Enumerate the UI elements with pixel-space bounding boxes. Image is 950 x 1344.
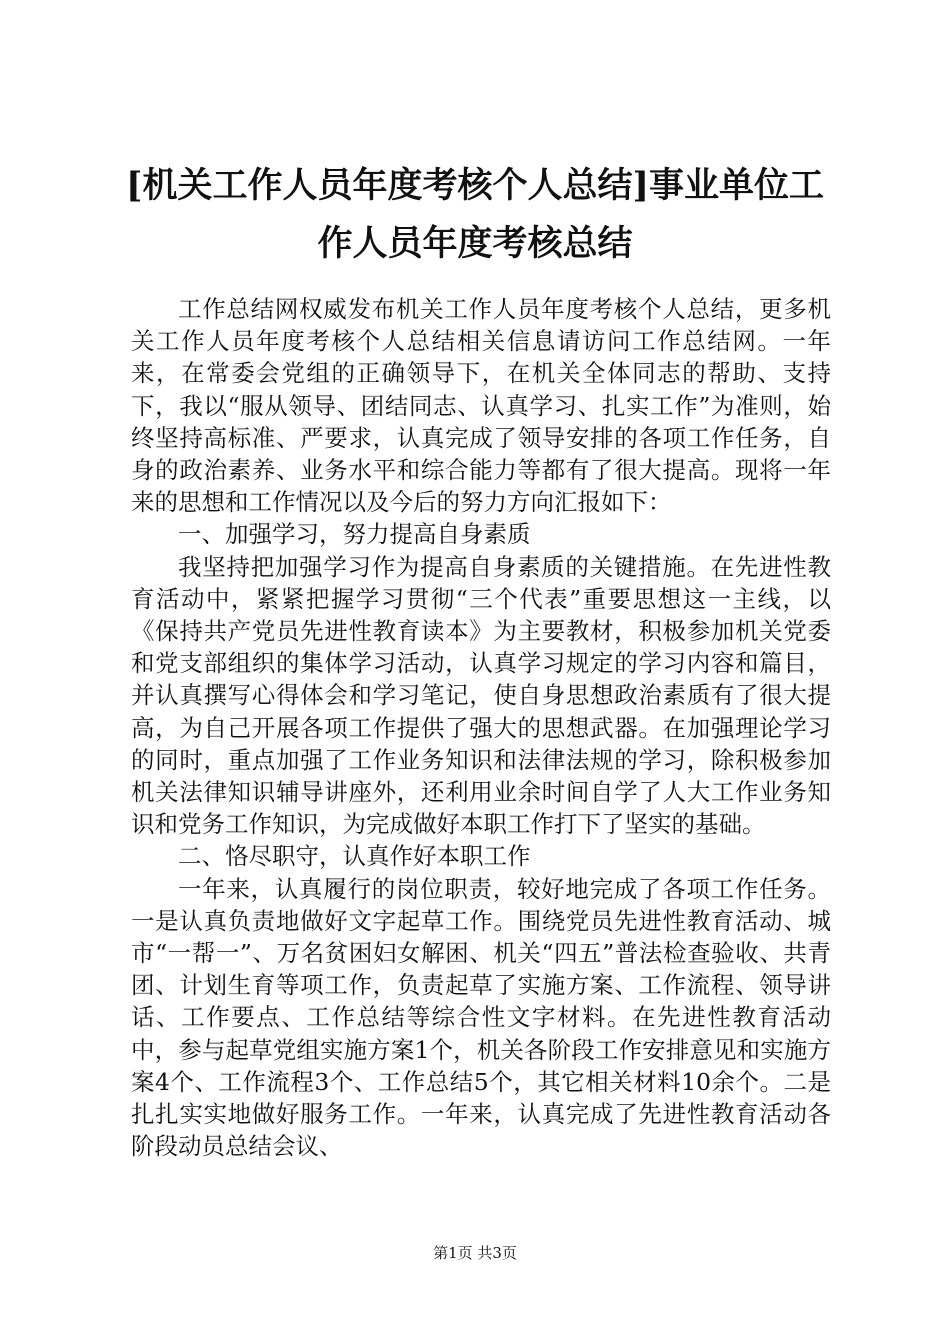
paragraph-intro: 工作总结网权威发布机关工作人员年度考核个人总结，更多机关工作人员年度考核个人总结相关信息请访问工作总结网。一年来，在常委会党组的正确领导下，在机关全体同志的帮助、支持下，我以“服从领导、团结同志、认真学习、扎实工作”为准则，始终坚持高标准、严要求，认真完成了领导安排的各项工作任务，自身的政治素养、业务水平和综合能力等都有了很大提高。现将一年来的思想和工作情况以及今后的努力方向汇报如下： bbox=[131, 295, 831, 517]
paragraph-duties: 一年来，认真履行的岗位职责，较好地完成了各项工作任务。一是认真负责地做好文字起草工作。围绕党员先进性教育活动、城市“一帮一”、万名贫困妇女解困、机关“四五”普法检查验收、共青团、计划生育等项工作，负责起草了实施方案、工作流程、领导讲话、工作要点、工作总结等综合性文字材料。在先进性教育活动中，参与起草党组实施方案1个，机关各阶段工作安排意见和实施方案4个、工作流程3个、工作总结5个，其它相关材料10余个。二是扎扎实实地做好服务工作。一年来，认真完成了先进性教育活动各阶段动员总结会议、 bbox=[131, 874, 831, 1161]
page-number-footer: 第1页 共3页 bbox=[433, 1244, 517, 1262]
section-heading-1: 一、加强学习，努力提高自身素质 bbox=[178, 520, 531, 549]
document-title-line-2: 作人员年度考核总结 bbox=[317, 223, 633, 264]
paragraph-study: 我坚持把加强学习作为提高自身素质的关键措施。在先进性教育活动中，紧紧把握学习贯彻“三个代表”重要思想这一主线，以《保持共产党员先进性教育读本》为主要教材，积极参加机关党委和党支部组织的集体学习活动，认真学习规定的学习内容和篇目，并认真撰写心得体会和学习笔记，使自身思想政治素质有了很大提高，为自己开展各项工作提供了强大的思想武器。在加强理论学习的同时，重点加强了工作业务知识和法律法规的学习，除积极参加机关法律知识辅导讲座外，还利用业余时间自学了人大工作业务知识和党务工作知识，为完成做好本职工作打下了坚实的基础。 bbox=[131, 552, 831, 839]
document-body bbox=[131, 293, 831, 1162]
document-title-line-1: [机关工作人员年度考核个人总结]事业单位工 bbox=[125, 165, 825, 206]
section-heading-2: 二、恪尽职守，认真作好本职工作 bbox=[178, 842, 531, 871]
